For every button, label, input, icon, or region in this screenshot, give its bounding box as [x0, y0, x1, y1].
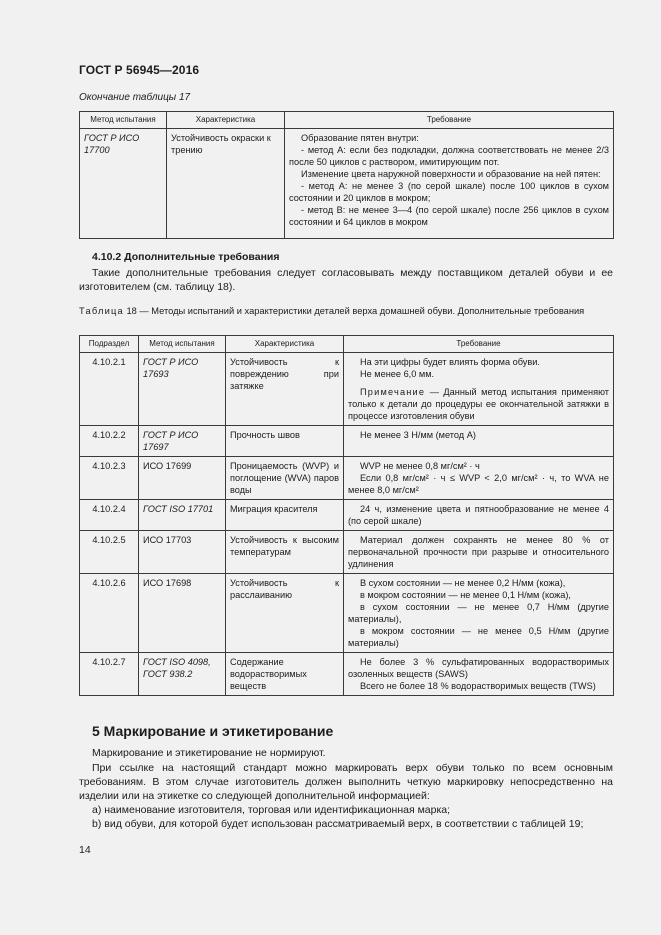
req-line: Не менее 3 Н/мм (метод А): [360, 430, 476, 440]
table18-cell-subsection: 4.10.2.7: [80, 653, 139, 696]
page-number: 14: [79, 844, 91, 856]
table18-cell-requirement: [344, 353, 614, 426]
table18-cell-requirement: [344, 653, 614, 696]
table18-cell-method: ГОСТ ISO 4098, ГОСТ 938.2: [139, 653, 226, 696]
req-line: Материал должен сохранять не менее 80 % от первоначальной прочности при разрыве и относительного удлинения: [348, 535, 609, 569]
table18-caption: [79, 305, 613, 317]
table18-cell-characteristic: Проницаемость (WVP) и поглощение (WVA) паров воды: [226, 457, 344, 500]
req-line: В сухом состоянии — не менее 0,2 Н/мм (кожа),: [360, 578, 566, 588]
note-label: Примечание: [360, 387, 426, 397]
table18-header-requirement: Требование: [344, 336, 614, 353]
table-row: [80, 129, 614, 239]
table17-caption: Окончание таблицы 17: [79, 92, 191, 103]
req-line: Не более 3 % сульфатированных водорастворимых озоленных веществ (SAWS): [348, 657, 609, 679]
table18-cell-method: ИСО 17698: [139, 574, 226, 653]
table18-cell-requirement: [344, 574, 614, 653]
table18-cell-requirement: [344, 500, 614, 531]
table18-cell-method: ГОСТ ISO 17701: [139, 500, 226, 531]
table18-header-characteristic: Характеристика: [226, 336, 344, 353]
req-line: - метод А: не менее 3 (по серой шкале) после 100 циклов в сухом состоянии и 20 циклов в мокром;: [289, 181, 609, 203]
table-row: [80, 531, 614, 574]
section-4-10-2-heading: 4.10.2 Дополнительные требования: [92, 251, 280, 263]
table18-caption-prefix: Таблица: [79, 306, 124, 316]
table18-header-row: [80, 336, 614, 353]
table17-header-requirement: Требование: [285, 112, 614, 129]
table17-cell-method: ГОСТ Р ИСО 17700: [80, 129, 167, 239]
req-line: Образование пятен внутри:: [301, 133, 419, 143]
table-row: [80, 457, 614, 500]
table17-header-characteristic: Характеристика: [167, 112, 285, 129]
table18-cell-characteristic: Миграция красителя: [226, 500, 344, 531]
table18-cell-method: ГОСТ Р ИСО 17693: [139, 353, 226, 426]
table18-cell-characteristic: Прочность швов: [226, 426, 344, 457]
table18-cell-subsection: 4.10.2.4: [80, 500, 139, 531]
table18-cell-subsection: 4.10.2.1: [80, 353, 139, 426]
note-text: — Данный метод испытания применяют только к детали до процедуры ее окончательной затяжки в процессе изготовления обуви: [348, 387, 609, 421]
req-line: 24 ч, изменение цвета и пятнообразование не менее 4 (по серой шкале): [348, 504, 609, 526]
table17-cell-requirement: [285, 129, 614, 239]
document-code: ГОСТ Р 56945—2016: [79, 63, 200, 77]
table17-header-method: Метод испытания: [80, 112, 167, 129]
table-17: [79, 111, 614, 239]
section-5-item-b: b) вид обуви, для которой будет использован рассматриваемый верх, в соответствии с таблицей 19;: [92, 818, 584, 830]
table18-header-method: Метод испытания: [139, 336, 226, 353]
req-line: - метод В: не менее 3—4 (по серой шкале) после 256 циклов в сухом состоянии и 64 циклов в мокром: [289, 205, 609, 227]
table-note: [348, 386, 609, 422]
table18-cell-method: ГОСТ Р ИСО 17697: [139, 426, 226, 457]
section-4-10-2-text: Такие дополнительные требования следует согласовывать между поставщиком деталей обуви и ее изготовителем (см. таблицу 18).: [79, 267, 613, 293]
table18-cell-requirement: [344, 457, 614, 500]
table18-cell-subsection: 4.10.2.2: [80, 426, 139, 457]
table-row: [80, 574, 614, 653]
section-5-p1: Маркирование и этикетирование не нормируют.: [92, 747, 326, 759]
table18-cell-method: ИСО 17699: [139, 457, 226, 500]
table18-body: [80, 353, 614, 696]
table18-cell-characteristic: Устойчивость к повреждению при затяжке: [226, 353, 344, 426]
table-18: [79, 335, 614, 696]
table18-cell-subsection: 4.10.2.5: [80, 531, 139, 574]
section-5-item-a: а) наименование изготовителя, торговая или идентификационная марка;: [92, 804, 451, 816]
table18-cell-subsection: 4.10.2.6: [80, 574, 139, 653]
req-line: На эти цифры будет влиять форма обуви.: [360, 357, 540, 367]
section-5-p2: При ссылке на настоящий стандарт можно маркировать верх обуви только по всем основным требованиям. В этом случае изготовитель должен выполнить четкую маркировку непосредственно на изделии или на этикетке со следующей дополнительной информацией:: [79, 762, 613, 802]
table18-cell-characteristic: Устойчивость к расслаиванию: [226, 574, 344, 653]
table18-cell-subsection: 4.10.2.3: [80, 457, 139, 500]
table18-cell-characteristic: Устойчивость к высоким температурам: [226, 531, 344, 574]
table18-cell-characteristic: Содержание водорастворимых веществ: [226, 653, 344, 696]
table-row: [80, 500, 614, 531]
table-row: [80, 353, 614, 426]
table17-cell-characteristic: Устойчивость окраски к трению: [167, 129, 285, 239]
req-line: в мокром состоянии — не менее 0,5 Н/мм (другие материалы): [348, 626, 609, 648]
table17-header-row: [80, 112, 614, 129]
req-line: Не менее 6,0 мм.: [360, 369, 435, 379]
table18-cell-method: ИСО 17703: [139, 531, 226, 574]
table18-cell-requirement: [344, 426, 614, 457]
table18-cell-requirement: [344, 531, 614, 574]
table18-header-subsection: Подраздел: [80, 336, 139, 353]
section-5-heading: 5 Маркирование и этикетирование: [92, 723, 334, 739]
req-line: в сухом состоянии — не менее 0,7 Н/мм (другие материалы),: [348, 602, 609, 624]
table-row: [80, 653, 614, 696]
req-line: WVP не менее 0,8 мг/см² · ч: [360, 461, 480, 471]
req-line: - метод А: если без подкладки, должна соответствовать не менее 2/3 после 50 циклов с раствором, имитирующим пот.: [289, 145, 609, 167]
table-row: [80, 426, 614, 457]
table18-caption-text: 18 — Методы испытаний и характеристики деталей верха домашней обуви. Дополнительные требования: [123, 306, 585, 316]
req-line: Всего не более 18 % водорастворимых веществ (TWS): [360, 681, 596, 691]
req-line: Если 0,8 мг/см² · ч ≤ WVP < 2,0 мг/см² · ч, то WVA не менее 8,0 мг/см²: [348, 473, 609, 495]
req-line: в мокром состоянии — не менее 0,1 Н/мм (кожа),: [360, 590, 571, 600]
req-line: Изменение цвета наружной поверхности и образование на ней пятен:: [301, 169, 601, 179]
